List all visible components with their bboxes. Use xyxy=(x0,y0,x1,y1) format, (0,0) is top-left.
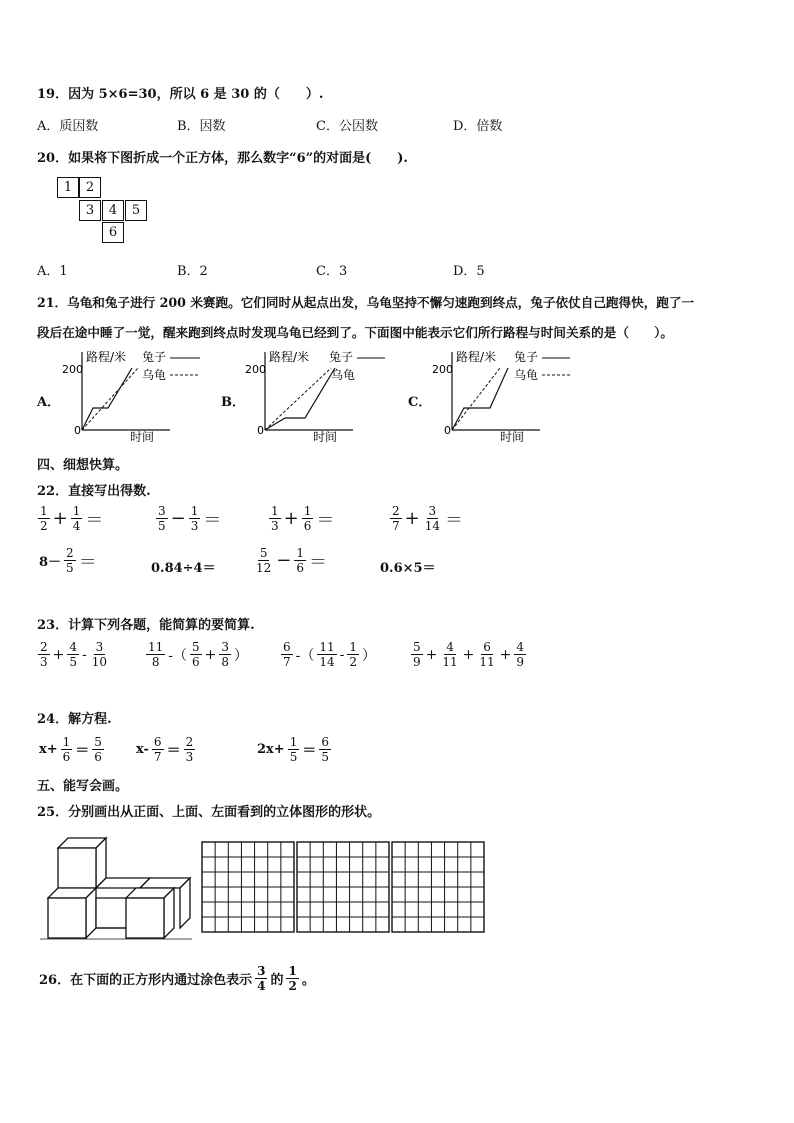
graph-a-turtle-label: 乌龟 xyxy=(142,368,167,382)
q23-expr-1: $\frac{2}{3}$ + $\frac{4}{5}$ - $\frac{3}{10}$ xyxy=(40,640,108,669)
net-cell-4: 4 xyxy=(102,200,124,221)
net-cell-6: 6 xyxy=(102,222,124,243)
graph-a-rabbit-label: 兔子 xyxy=(142,350,167,364)
graph-b-turtle-label: 乌龟 xyxy=(331,368,356,382)
q22-expr-1: $\frac{1}{2}$ + $\frac{1}{4}$ ＝ xyxy=(40,504,104,533)
q20-option-d[interactable]: D．5 xyxy=(453,264,485,279)
q21-option-b-label[interactable]: B． xyxy=(221,395,245,410)
drawing-grid-1[interactable] xyxy=(202,842,294,932)
graph-c-rabbit-line xyxy=(452,368,508,430)
q25-stem: 25．分别画出从正面、上面、左面看到的立体图形的形状。 xyxy=(37,805,381,820)
section-4-title: 四、细想快算。 xyxy=(37,458,129,473)
q21-graph-a[interactable] xyxy=(60,348,210,444)
q22-expr-2: $\frac{3}{5}$ − $\frac{1}{3}$ ＝ xyxy=(158,504,222,533)
q19-stem: 19．因为 5×6=30，所以 6 是 30 的（ ）. xyxy=(37,87,324,102)
net-cell-5: 5 xyxy=(125,200,147,221)
graph-a-ymax: 200 xyxy=(62,363,83,376)
q21-option-c-label[interactable]: C． xyxy=(408,395,432,410)
q23-expr-2: $\frac{11}{8}$ -（ $\frac{5}{6}$ + $\frac{3}{8}$ ） xyxy=(148,640,249,669)
graph-c-turtle-line xyxy=(452,368,500,430)
graph-b-ymax: 200 xyxy=(245,363,266,376)
q24-equation-1: x+ $\frac{1}{6}$ ＝ $\frac{5}{6}$ xyxy=(39,735,102,764)
q25-drawing-grids[interactable] xyxy=(201,840,491,934)
q19-option-b[interactable]: B．因数 xyxy=(177,119,226,134)
graph-a-turtle-line xyxy=(82,368,138,430)
graph-b-ylabel: 路程/米 xyxy=(269,350,310,364)
q24-equation-3: 2x+ $\frac{1}{5}$ ＝ $\frac{6}{5}$ xyxy=(257,735,329,764)
q22-expr-3: $\frac{1}{3}$ + $\frac{1}{6}$ ＝ xyxy=(271,504,335,533)
net-cell-1: 1 xyxy=(57,177,79,198)
graph-b-origin: 0 xyxy=(257,424,264,437)
q22-expr-8: 0.6×5＝ xyxy=(380,561,436,576)
q22-expr-4: $\frac{2}{7}$ + $\frac{3}{14}$ ＝ xyxy=(392,504,464,533)
q26-stem: 26．在下面的正方形内通过涂色表示 $\frac{3}{4}$ 的 $\frac{1}{2}$ 。 xyxy=(39,964,315,993)
graph-c-origin: 0 xyxy=(444,424,451,437)
graph-c-rabbit-label: 兔子 xyxy=(514,350,539,364)
graph-c-ymax: 200 xyxy=(432,363,453,376)
graph-b-xlabel: 时间 xyxy=(313,430,338,444)
q22-stem: 22．直接写出得数. xyxy=(37,484,151,499)
section-5-title: 五、能写会画。 xyxy=(37,779,129,794)
graph-c-turtle-label: 乌龟 xyxy=(514,368,539,382)
graph-b-turtle-line xyxy=(265,368,331,430)
q24-stem: 24．解方程. xyxy=(37,712,112,727)
graph-c-xlabel: 时间 xyxy=(500,430,525,444)
graph-c-ylabel: 路程/米 xyxy=(456,350,497,364)
drawing-grid-3[interactable] xyxy=(392,842,484,932)
q20-option-b[interactable]: B．2 xyxy=(177,264,208,279)
graph-a-xlabel: 时间 xyxy=(130,430,155,444)
q23-expr-4: $\frac{5}{9}$ + $\frac{4}{11}$ + $\frac{6}{11}$ + $\frac{4}{9}$ xyxy=(413,640,525,669)
q21-stem-line2: 段后在途中睡了一觉，醒来跑到终点时发现乌龟已经到了。下面图中能表示它们所行路程与时间关系的是（ ）。 xyxy=(37,325,673,340)
graph-a-ylabel: 路程/米 xyxy=(86,350,127,364)
net-cell-2: 2 xyxy=(79,177,101,198)
graph-b-rabbit-label: 兔子 xyxy=(329,350,354,364)
q25-solid-figure xyxy=(40,834,198,946)
q23-expr-3: $\frac{6}{7}$ -（ $\frac{11}{14}$ - $\frac{1}{2}$ ） xyxy=(283,640,377,669)
q21-stem-line1: 21．乌龟和兔子进行 200 米赛跑。它们同时从起点出发，乌龟坚持不懈匀速跑到终点，兔子依仗自己跑得快，跑了一 xyxy=(37,295,695,310)
q22-expr-5: 8－ $\frac{2}{5}$ ＝ xyxy=(39,546,97,575)
q20-option-a[interactable]: A．1 xyxy=(37,264,68,279)
drawing-grid-2[interactable] xyxy=(297,842,389,932)
q23-stem: 23．计算下列各题，能简算的要简算. xyxy=(37,618,255,633)
graph-b-rabbit-line xyxy=(265,368,335,430)
q19-option-c[interactable]: C．公因数 xyxy=(316,119,378,134)
q19-option-a[interactable]: A．质因数 xyxy=(37,119,99,134)
net-cell-3: 3 xyxy=(79,200,101,221)
q21-option-a-label[interactable]: A． xyxy=(37,395,61,410)
q22-expr-6: 0.84÷4＝ xyxy=(151,561,216,576)
q24-equation-2: x- $\frac{6}{7}$ ＝ $\frac{2}{3}$ xyxy=(136,735,194,764)
q22-expr-7: $\frac{5}{12}$ − $\frac{1}{6}$ ＝ xyxy=(256,546,328,575)
q21-graph-b[interactable] xyxy=(243,348,393,444)
q20-option-c[interactable]: C．3 xyxy=(316,264,348,279)
q19-option-d[interactable]: D．倍数 xyxy=(453,119,503,134)
graph-a-rabbit-line xyxy=(82,368,132,430)
q20-stem: 20．如果将下图折成一个正方体，那么数字“6”的对面是( ). xyxy=(37,151,408,166)
q21-graph-c[interactable] xyxy=(430,348,580,444)
graph-a-origin: 0 xyxy=(74,424,81,437)
